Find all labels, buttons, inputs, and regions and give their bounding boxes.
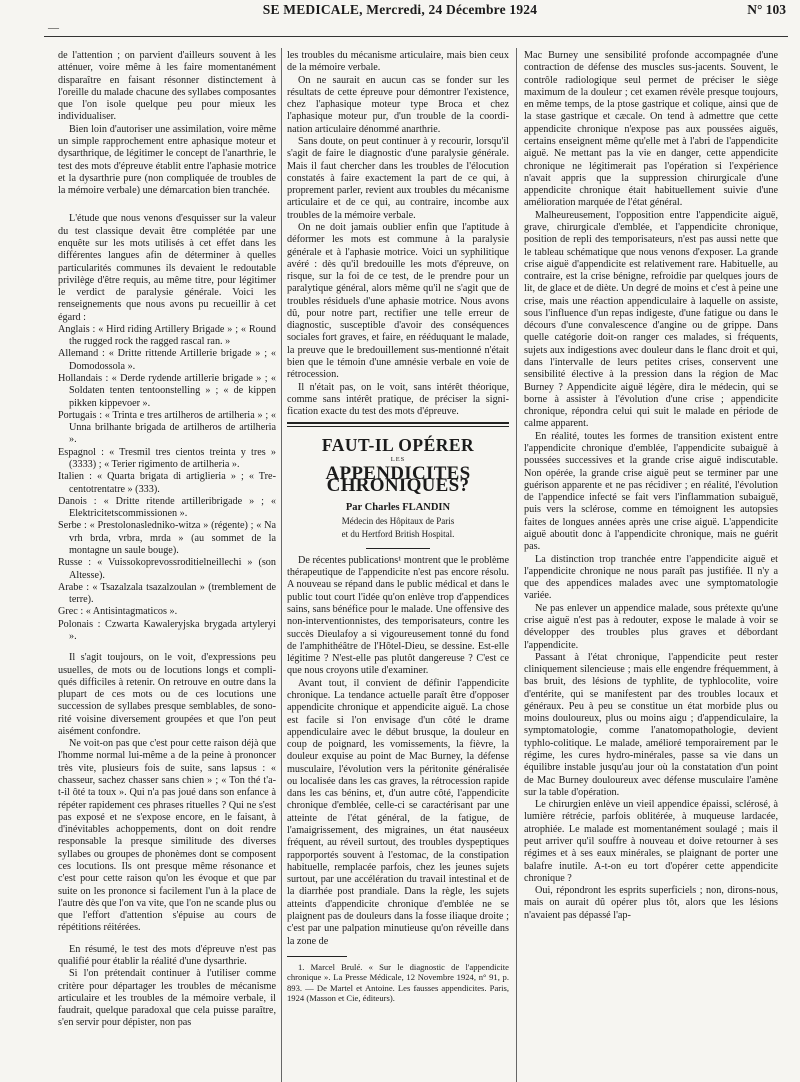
paragraph: Passant à l'état chronique, l'appendicite peut rester cliniquement silencieuse ; mais elle engendre fréquemment, à bas bruit, des lésions de typhlite, de typhlocolite, voire d'entérite, qui se manifestent par des troubles locaux et généraux. Peu à peu se constitue un état morbide plus ou moins douloureux, plus ou moins aigu ; d'appendiculaire, la symptomatologie, comme l'anatomopathologie, devient typhlo-colitique. Le malade, amélioré temporairement par le régime, les cures hydro-minérales, passe sa vie dans un équilibre instable jusqu'au jour où la constatation d'un point de Mac Burney douloureux avec défense musculaire l'amène sur la table d'opération. — [524, 651, 778, 798]
paragraph: Bien loin d'autoriser une assimilation, voire même un simple rapprochement entre aphasique moteur et dysarthrique, de légitimer le concept de l'anarthrie, le test des mots d'épreuve établit entre l'aphasie motrice et la dysarthrie pure (non compliquée de troubles de la mémoire verbale) une démarcation bien tranchée. — [58, 123, 276, 197]
paragraph: La distinction trop tranchée entre l'appendicite aiguë et l'appendicite chronique ne nous paraît pas justifiée. Il n'y a que des appendices malades avec une symptomatologie variée. — [524, 553, 778, 602]
header-rule — [44, 36, 788, 37]
paragraph: En résumé, le test des mots d'épreuve n'est pas qualifié pour établir la réalité d'une dysarthrie. — [58, 943, 276, 967]
paragraph: En réalité, toutes les formes de transition existent entre l'appendicite chronique d'emblée, l'appendicite subaiguë à poussées successives et la grande crise aiguë indiscutable. Non opérée, la grande crise aiguë peut se terminer par une guérison apparente et ne pas récidiver ; en réalité, l'évolution de l'appendice infecté se fait vers l'inflammation subaiguë, puis vers la sclérose, comme en témoignent les autopsies faites de longues années après une crise aiguë. L'appendicite aiguë aboutit donc à l'appendicite chronique, mais ne guérit pas. — [524, 430, 778, 553]
language-example: Polonais : Czwarta Kawaleryjska brygada artyleryi ». — [58, 618, 276, 642]
title-separator — [366, 548, 430, 549]
column-divider-1 — [281, 48, 282, 1082]
section-rule — [287, 422, 509, 427]
language-example: Grec : « Antisintagmaticos ». — [58, 606, 178, 618]
footnote-rule — [287, 956, 347, 957]
paragraph: Avant tout, il convient de définir l'appendicite chronique. La tendance actuelle paraît être d'opposer appendicite chronique et appendicite aiguë. La chose est facile si l'on envisage d'un côté le drame appendiculaire avec le début brusque, la douleur en coup de poignard, les vomissements, la fièvre, la douleur exquise au point de Mac Burney, la défense musculaire, l'évolution vers la péritonite généralisée ou localisée dans les cas graves, la rétrocession rapide dans les cas bénins, et, d'un autre côté, l'appendicite chronique d'emblée, celle-ci se caractérisant par une atteinte de l'état général, de la fatigue, de l'amaigrissement, des migraines, un état nauséeux fréquent, au réveil surtout, des troubles dyspeptiques rapporportés souvent à l'estomac, de la constipation habituelle, remplacée parfois, chez les jeunes sujets surtout, par une accélération du travail intestinal et de la diarrhée post prandiale. Dans la règle, les sujets atteints d'appendicite chronique d'emblée ne se plaignent pas de douleurs dans la fosse iliaque droite ; c'est par une palpation minutieuse qu'on réveille dans la zone de — [287, 677, 509, 947]
paragraph: On ne doit jamais oublier enfin que l'aptitude à déformer les mots est commune à la paralysie générale et à l'aphasie motrice. Voici un syphilitique avéré : dès qu'il bredouille les mots d'épreuve, on risque, sur la foi de ce test, de le prendre pour un paralytique général, alors même qu'il ne s'agit que de troubles résiduels d'une aphasie motrice. Nous avons dû, pour notre part, rectifier une telle erreur de diagnostic, susceptible d'avoir des conséquences sociales fort graves, et faire, en rééduquant le malade, la preuve que le bredouillement sus-mentionné n'était bien que le témoin d'une amnésie verbale en voie de rétrocession. — [287, 221, 509, 381]
article-author: Par Charles FLANDIN — [345, 501, 451, 513]
journal-running-title: SE MEDICALE, Mercredi, 24 Décembre 1924 — [262, 2, 538, 17]
paragraph: Malheureusement, l'opposition entre l'appendicite aiguë, grave, chirurgicale d'emblée, et l'appendicite chronique, position de repli des temporisateurs, n'est pas aussi nette que le tableau schématique que nous venons d'exposer. La grande crise aiguë d'appendicite est relativement rare. Habituelle, au contraire, est la crise bénigne, refroidie par quelques jours de lit, de glace et de diète. Un degré de moins et c'est à peine une crise, mais une réaction appendiculaire à laquelle on assiste, sous l'influence d'un repas indigeste, d'une fatigue ou dans le décours d'une convalescence d'angine ou de grippe. Dans quelle catégorie doit-on ranger ces malades, si fréquents, sujets aux indigestions avec douleur dans le flanc droit et qui, dans l'intervalle de leurs petites crises, conservent une sensibilité élective à la pression dans la région de Mac Burney ? Appendicite aiguë légère, dira le médecin, qui se borne à assister à l'évolution d'une crise ; appendicite chronique, répondra celui qui suit le malade en période de calme apparent. — [524, 209, 778, 430]
language-example: Anglais : « Hird riding Artillery Brigade » ; « Round the rugged rock the ragged rascal ran. » — [58, 323, 276, 348]
column-left — [58, 50, 276, 1082]
paragraph: Ne pas enlever un appendice malade, sous prétexte qu'une crise aiguë n'est pas à redouter, expose le malade à voir se développer des troubles plus graves et débordant l'appendicite. — [524, 602, 778, 651]
paragraph: Le chirurgien enlève un vieil appendice épaissi, sclérosé, à lumière rétrécie, parfois oblitérée, à muqueuse lardacée, atrophiée. Le malade est momentanément soulagé ; mais il peut arriver qu'il souffre à nouveau et doive retourner à ses régimes et à ses eaux minérales, se plaignant de porter une balafre inutile. A-t-on eu tort d'opérer cette appendicite chronique ? — [524, 799, 778, 884]
article-title: FAUT-IL OPÉRER — [321, 435, 475, 456]
paragraph: Mac Burney une sensibilité profonde accompagnée d'une contraction de défense des muscles sus-jacents. Souvent, le contrôle radiologique seul permet de préciser le siège maximum de la douleur ; cet examen révèle presque toujours, en même temps, de la ptose gastrique et colique, ainsi que de la stase gastrique et cæcale. On tend à admettre que cette appendicite chronique n'expose pas aux poussées aiguës, certains enseignent même qu'elle met à l'abri de l'appendicite aiguë. Ne mettant pas la vie en danger, cette appendicite chronique ne légitimerait pas l'opération si l'expérience n'avait appris que la suppression chirurgicale d'une appendicite chronique était habituellement suivie d'une amélioration marquée de l'état général. — [524, 50, 778, 209]
language-example: Allemand : « Dritte rittende Artillerie brigade » ; « Domodossola ». — [58, 348, 276, 372]
paragraph: les troubles du mécanisme articulaire, mais bien ceux de la mémoire verbale. — [287, 50, 509, 74]
language-examples-list — [58, 324, 276, 643]
paragraph: Sans doute, on peut continuer à y recourir, lorsqu'il s'agit de faire le diagnostic d'une paralysie générale. Mais il faut chercher dans les troubles de l'élocution constatés à faire exactement la part de ce qui, à proprement parler, revient aux troubles du mécanisme articulaire et de ce qui, au contraire, incombe aux troubles de la mémoire verbale. — [287, 135, 509, 221]
paragraph: de l'attention ; on parvient d'ailleurs souvent à les atténuer, voire même à les faire momentanément disparaître en faisant résonner distinctement à l'oreille du malade chacune des syllabes composantes que l'on isole quelque peu pour mieux les individualiser. — [58, 50, 276, 123]
language-example: Russe : « Vuissokoprevossroditielneillechi » (son Altesse). — [58, 557, 276, 581]
article-title: APPENDICITES CHRONIQUES? — [325, 463, 471, 497]
paragraph: On ne saurait en aucun cas se fonder sur les résultats de cette épreuve pour démontrer l'existence, chez l'aphasique moteur type Broca et chez l'aphasique moteur pur, d'un trouble de la coordination articulaire dénommé anarthrie. — [287, 74, 509, 135]
author-affiliation: Médecin des Hôpitaux de Paris — [341, 515, 455, 526]
footnote: 1. Marcel Brulé. « Sur le diagnostic de l'appendicite chronique ». La Presse Médicale, 12 Novembre 1924, n° 91, p. 893. — De Martel et Antoine. Les fausses appendicites. Paris, 1924 (Masson et Cie, éditeurs). — [287, 961, 509, 1004]
language-example: Italien : « Quarta brigata di artiglieria » ; « Trecentotrentatre » (333). — [58, 471, 276, 495]
paragraph: Ne voit-on pas que c'est pour cette raison déjà que l'homme normal lui-même a de la peine à prononcer très vite, plusieurs fois de suite, sans lapsus : « chasseur, sachez chasser sans chien » ; « Ton thé t'a-t-il ôté ta toux ». Qui n'a pas joué dans son enfance à répéter rapidement ces phrases rituelles ? Qui ne s'est pas exposé et ne s'expose encore, en le faisant, à d'inévitables achoppements, dont on doit rendre responsable la presque similitude des diverses syllabes ou groupes de phonèmes dont se composent ces locutions. Ils ont presque même résonance et c'est pour cette raison qu'on les évoque et que par suite on les prononce si facilement l'un à la place de l'autre dès que l'on va vite, que l'on ne scande plus ou que l'effort d'attention s'épuise au cours de répétitions réitérées. — [58, 738, 276, 934]
paragraph: Si l'on prétendait continuer à l'utiliser comme critère pour départager les troubles de mécanisme articulaire et les troubles de la mémoire verbale, il faudrait, quelque paradoxal que cela puisse paraître, s'en servir pour dépister, non pas — [58, 968, 276, 1029]
article-heading — [287, 435, 509, 548]
paragraph: L'étude que nous venons d'esquisser sur la valeur du test classique devait être complétée par une enquête sur les mots utilisés à cet effet dans les différentes langues afin de déterminer à quelles particularités communes ils devaient le redoutable privilège d'être requis, au même titre, pour légitimer le verdict de paralysie générale. Voici les renseignements que nous avons pu recueillir à cet égard : — [58, 213, 276, 323]
article-title-connector: LES — [390, 455, 406, 463]
issue-number: N° 103 — [747, 2, 786, 17]
page-header — [0, 0, 800, 40]
header-left-mark: — — [48, 22, 59, 34]
language-example: Danois : « Dritte ritende artilleribrigade » ; « Elektricitetscommissionen ». — [58, 495, 276, 520]
paragraph: Oui, répondront les esprits superficiels ; non, dirons-nous, mais on aurait dû opérer plus tôt, alors que les lésions n'avaient pas dépassé l'ap- — [524, 885, 778, 921]
language-example: Serbe : « Prestolonaslednikо-witza » (régente) ; « Na vrh brda, vrbra, mrda » (au sommet de la montagne un saule bouge). — [58, 520, 276, 556]
column-middle — [287, 50, 509, 1082]
paragraph: Il n'était pas, on le voit, sans intérêt théorique, comme sans intérêt pratique, de préciser la signification exacte du test des mots d'épreuve. — [287, 381, 509, 418]
column-right — [524, 50, 778, 1082]
author-affiliation: et du Hertford British Hospital. — [341, 528, 455, 539]
column-divider-2 — [516, 48, 517, 1082]
language-example: Arabe : « Tsazalzala tsazalzoulan » (tremblement de terre). — [58, 581, 276, 606]
language-example: Espagnol : « Tresmil tres cientos treinta y tres » (3333) ; « Terier rigimento de artilheria ». — [58, 446, 276, 470]
language-example: Portugais : « Trinta e tres artilheros de artilheria » ; « Unna brilhante brigada de artilheros de artilheria ». — [58, 409, 276, 446]
paragraph: De récentes publications¹ montrent que le problème thérapeutique de l'appendicite n'est pas encore résolu. A nouveau se répand dans le public médical et dans le public tout court l'idée qu'on enlève trop d'appendices sains, sans bénéfice pour le malade. Une offensive des non-interventionnistes, des temporisateurs, contre les succès Dieulafoy a si vigoureusement tonné du fond de l'amphithéâtre de l'Hôtel-Dieu, se dessine. Est-elle légitime ? N'est-elle pas plutôt dangereuse ? C'est ce que nous croyons utile d'examiner. — [287, 554, 509, 677]
language-example: Hollandais : « Derde rydende artillerie brigade » ; « Soldaten tenten tentoonstelling » ; « de kippen pikken kippevoer ». — [58, 373, 276, 409]
paragraph: Il s'agit toujours, on le voit, d'expressions peu usuelles, de mots ou de locutions longs et compliqués difficiles à retenir. On retrouve en outre dans la plupart de ces mots ou de ces locutions une succession de syllabes presque semblables, de sonorité voisine diversement groupées et que l'on peut aisément confondre. — [58, 652, 276, 737]
